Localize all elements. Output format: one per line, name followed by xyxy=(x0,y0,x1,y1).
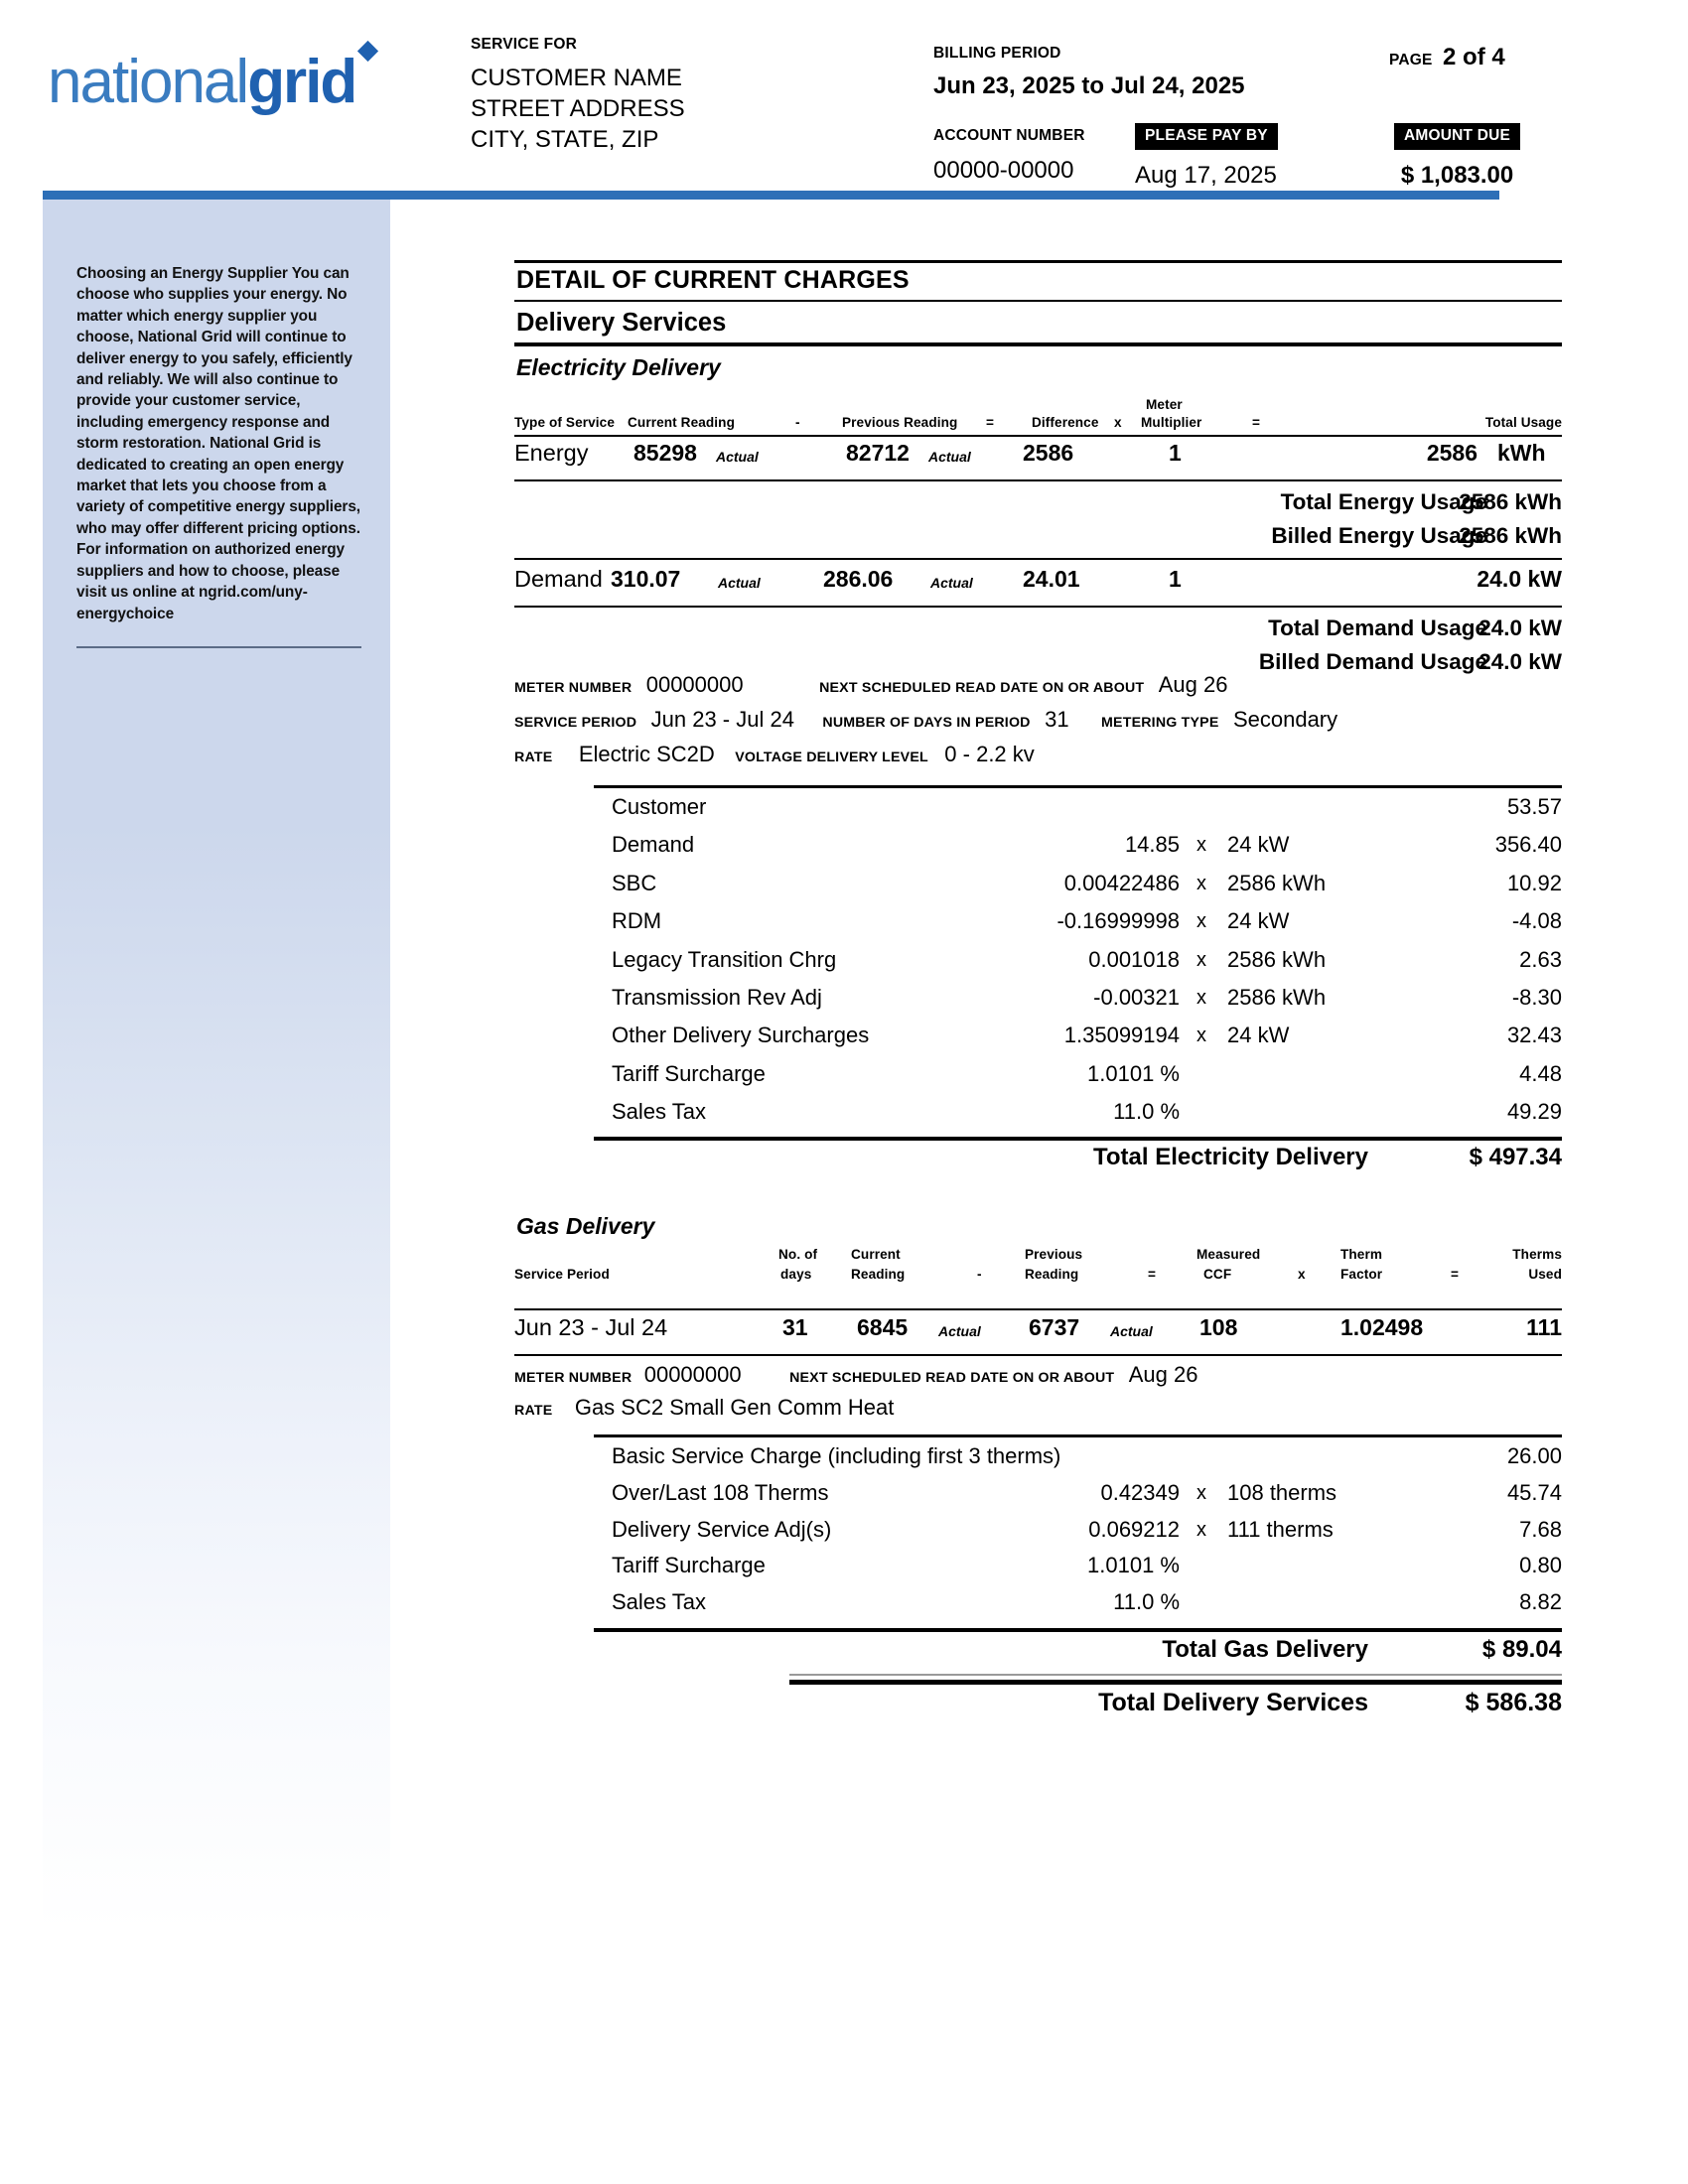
charge-row xyxy=(594,1061,1562,1099)
electric-meter-line xyxy=(514,672,1227,698)
detail-rule-top xyxy=(514,260,1562,263)
charge-row xyxy=(594,985,1562,1023)
charge-rate: 0.42349 xyxy=(1100,1479,1180,1505)
gas-col-ccf-line1: Measured xyxy=(1196,1247,1261,1262)
gas-rate-value: Gas SC2 Small Gen Comm Heat xyxy=(574,1395,895,1420)
demand-difference: 24.01 xyxy=(1023,566,1080,592)
amount-due-block xyxy=(1394,123,1520,190)
charge-amount: 8.82 xyxy=(1519,1589,1562,1615)
charge-amount: 2.63 xyxy=(1519,946,1562,972)
gas-col-used-line2: Used xyxy=(1528,1267,1562,1282)
electric-demand-row-rule xyxy=(514,606,1562,608)
col-total-usage: Total Usage xyxy=(1484,415,1562,430)
charge-rate: 14.85 xyxy=(1124,832,1180,858)
electric-meter-number-value: 00000000 xyxy=(645,672,744,697)
charge-row xyxy=(594,1443,1562,1480)
national-grid-logo xyxy=(48,48,356,116)
energy-supplier-notice xyxy=(76,263,360,624)
total-demand-usage-value: 24.0 kW xyxy=(1478,615,1562,640)
gas-current-note: Actual xyxy=(938,1323,981,1339)
gas-rate-label: RATE xyxy=(514,1403,553,1419)
service-for-label: SERVICE FOR xyxy=(471,36,577,53)
charge-name: Legacy Transition Chrg xyxy=(612,946,837,972)
electric-usage-table xyxy=(514,397,1562,435)
col-type-of-service: Type of Service xyxy=(514,415,615,430)
energy-current-note: Actual xyxy=(716,449,759,465)
detail-rule-bottom xyxy=(514,300,1562,302)
gas-previous-reading: 6737 xyxy=(1029,1314,1080,1340)
grand-total-thin-rule xyxy=(789,1674,1562,1676)
gas-rate-line xyxy=(514,1395,894,1421)
charge-amount: 7.68 xyxy=(1519,1516,1562,1542)
charge-row xyxy=(594,1480,1562,1517)
charge-unit: 2586 kWh xyxy=(1227,870,1327,895)
billed-energy-usage-label: Billed Energy Usage xyxy=(1271,523,1487,548)
energy-difference: 2586 xyxy=(1023,440,1074,466)
total-electricity-delivery-label: Total Electricity Delivery xyxy=(1092,1144,1368,1170)
delivery-services-title: Delivery Services xyxy=(516,309,727,337)
charge-name: Tariff Surcharge xyxy=(612,1060,766,1086)
energy-previous-reading: 82712 xyxy=(846,440,910,466)
charge-rate: 0.069212 xyxy=(1088,1516,1180,1542)
total-demand-usage-label: Total Demand Usage xyxy=(1268,615,1487,640)
charge-rate: -0.00321 xyxy=(1093,984,1180,1010)
total-gas-delivery-label: Total Gas Delivery xyxy=(1162,1636,1368,1663)
total-gas-delivery-value: $ 89.04 xyxy=(1481,1636,1562,1663)
energy-type-label: Energy xyxy=(514,440,589,466)
billed-demand-usage-value: 24.0 kW xyxy=(1478,649,1562,674)
header-blue-rule xyxy=(43,191,1499,200)
energy-supplier-body: You can choose who supplies your energy. No matter which energy supplier you choose, National Grid will continue to deliver energy to you safely, efficiently and reliably. We will also continue to provide your customer service, including emergency response and storm restoration. National Grid is dedicated to creating an open energy market that lets you choose from a variety of competitive energy suppliers, who may offer different pricing options. For information on authorized energy suppliers and how to choose, please visit us online at ngrid.com/uny-energychoice xyxy=(76,265,360,622)
col-times: x xyxy=(1114,415,1122,430)
col-meter-multiplier-line1: Meter xyxy=(1146,397,1183,412)
gas-col-therm-line2: Factor xyxy=(1340,1267,1383,1282)
charge-amount: 4.48 xyxy=(1519,1060,1562,1086)
gas-col-current-line2: Reading xyxy=(851,1267,906,1282)
gas-meter-line xyxy=(514,1362,1197,1388)
col-equals-2: = xyxy=(1252,415,1261,430)
gas-usage-header-rule xyxy=(514,1308,1562,1310)
account-number-value: 00000-00000 xyxy=(933,157,1074,184)
electric-metering-type-label: METERING TYPE xyxy=(1101,715,1219,731)
charge-unit: 24 kW xyxy=(1227,832,1290,858)
charge-amount: 49.29 xyxy=(1506,1099,1562,1125)
account-number-label: ACCOUNT NUMBER xyxy=(933,127,1085,144)
gas-col-times: x xyxy=(1298,1267,1306,1282)
account-number-block xyxy=(933,127,1085,185)
gas-meter-number-value: 00000000 xyxy=(643,1362,742,1387)
gas-previous-note: Actual xyxy=(1110,1323,1153,1339)
charge-times: x xyxy=(1196,1518,1206,1541)
charge-times: x xyxy=(1196,834,1206,857)
demand-multiplier: 1 xyxy=(1169,566,1182,592)
electric-rate-label: RATE xyxy=(514,750,553,765)
delivery-services-rule xyxy=(514,342,1562,346)
charge-row xyxy=(594,1553,1562,1589)
charge-rate: 1.0101 % xyxy=(1087,1553,1180,1578)
electric-next-read-label: NEXT SCHEDULED READ DATE ON OR ABOUT xyxy=(819,680,1145,696)
col-previous-reading: Previous Reading xyxy=(842,415,958,430)
page-value: 2 of 4 xyxy=(1443,44,1505,70)
charge-rate: 0.001018 xyxy=(1088,946,1180,972)
gas-col-ccf-line2: CCF xyxy=(1203,1267,1232,1282)
billing-period-block xyxy=(933,45,1245,100)
charge-times: x xyxy=(1196,872,1206,894)
charge-name: Tariff Surcharge xyxy=(612,1553,766,1578)
charge-name: Transmission Rev Adj xyxy=(612,984,822,1010)
charge-name: SBC xyxy=(612,870,657,895)
electric-next-read-value: Aug 26 xyxy=(1158,672,1228,697)
charge-rate: 11.0 % xyxy=(1113,1099,1180,1125)
gas-therms-used: 111 xyxy=(1526,1314,1562,1340)
charge-name: RDM xyxy=(612,908,662,934)
electric-demand-top-rule xyxy=(514,558,1562,560)
billed-demand-usage-label: Billed Demand Usage xyxy=(1258,649,1487,674)
col-difference: Difference xyxy=(1032,415,1099,430)
charge-name: Basic Service Charge (including first 3 therms) xyxy=(612,1443,1061,1468)
city-state-zip: CITY, STATE, ZIP xyxy=(471,126,659,153)
charge-times: x xyxy=(1196,986,1206,1009)
page-label: PAGE xyxy=(1389,52,1433,68)
gas-col-current-line1: Current xyxy=(851,1247,901,1262)
charge-times: x xyxy=(1196,1481,1206,1504)
gas-charges-table xyxy=(594,1443,1562,1626)
charge-name: Sales Tax xyxy=(612,1099,706,1125)
please-pay-by-value: Aug 17, 2025 xyxy=(1135,162,1277,189)
logo-text-grid: grid xyxy=(247,48,355,116)
charge-name: Over/Last 108 Therms xyxy=(612,1479,829,1505)
charge-amount: 26.00 xyxy=(1506,1443,1562,1468)
charge-name: Other Delivery Surcharges xyxy=(612,1023,870,1048)
demand-previous-reading: 286.06 xyxy=(823,566,894,592)
charge-name: Demand xyxy=(612,832,695,858)
electric-charges-table xyxy=(594,794,1562,1138)
total-energy-usage-label: Total Energy Usage xyxy=(1280,489,1487,514)
energy-previous-note: Actual xyxy=(928,449,971,465)
charge-row xyxy=(594,1589,1562,1626)
demand-current-note: Actual xyxy=(718,575,761,591)
gas-col-used-line1: Therms xyxy=(1512,1247,1562,1262)
charge-row xyxy=(594,1517,1562,1554)
gas-charges-total-rule xyxy=(594,1628,1562,1632)
energy-supplier-heading: Choosing an Energy Supplier xyxy=(76,265,288,282)
electric-service-period-label: SERVICE PERIOD xyxy=(514,715,637,731)
col-equals-1: = xyxy=(986,415,995,430)
energy-total-unit: kWh xyxy=(1497,440,1546,466)
demand-total-usage: 24.0 kW xyxy=(1477,566,1562,592)
billing-period-label: BILLING PERIOD xyxy=(933,45,1061,62)
service-for-block xyxy=(471,36,685,155)
electric-rate-value: Electric SC2D xyxy=(578,742,715,766)
charge-amount: 0.80 xyxy=(1519,1553,1562,1578)
charge-name: Sales Tax xyxy=(612,1589,706,1615)
sidebar-divider xyxy=(76,646,361,648)
charge-rate: 1.35099194 xyxy=(1063,1023,1180,1048)
charge-amount: 32.43 xyxy=(1506,1023,1562,1048)
charge-row xyxy=(594,1023,1562,1060)
gas-meter-number-label: METER NUMBER xyxy=(514,1370,633,1386)
electric-voltage-value: 0 - 2.2 kv xyxy=(944,742,1035,766)
gas-charges-top-rule xyxy=(594,1434,1562,1437)
charge-amount: 10.92 xyxy=(1506,870,1562,895)
total-delivery-services-value: $ 586.38 xyxy=(1465,1689,1562,1716)
electric-days-label: NUMBER OF DAYS IN PERIOD xyxy=(822,715,1031,731)
gas-col-previous-line1: Previous xyxy=(1025,1247,1083,1262)
gas-current-reading: 6845 xyxy=(857,1314,909,1340)
energy-total-usage: 2586 xyxy=(1426,440,1477,466)
charge-unit: 24 kW xyxy=(1227,908,1290,934)
electric-days-value: 31 xyxy=(1045,707,1069,732)
gas-col-equals-1: = xyxy=(1148,1267,1157,1282)
street-address: STREET ADDRESS xyxy=(471,95,685,122)
electricity-delivery-title: Electricity Delivery xyxy=(516,354,721,380)
charge-amount: -4.08 xyxy=(1511,908,1562,934)
charge-unit: 2586 kWh xyxy=(1227,946,1327,972)
electric-meter-number-label: METER NUMBER xyxy=(514,680,633,696)
demand-type-label: Demand xyxy=(514,566,603,592)
charge-amount: 356.40 xyxy=(1494,832,1562,858)
gas-days-value: 31 xyxy=(782,1314,808,1340)
charge-rate: 11.0 % xyxy=(1113,1589,1180,1615)
gas-usage-row-rule xyxy=(514,1354,1562,1356)
amount-due-badge: AMOUNT DUE xyxy=(1394,123,1520,150)
col-minus-sign: - xyxy=(795,415,800,430)
charge-amount: 45.74 xyxy=(1506,1479,1562,1505)
gas-col-days-line2: days xyxy=(780,1267,812,1282)
logo-diamond-icon xyxy=(357,41,378,62)
energy-multiplier: 1 xyxy=(1169,440,1182,466)
charge-unit: 24 kW xyxy=(1227,1023,1290,1048)
amount-due-value: $ 1,083.00 xyxy=(1400,162,1514,189)
gas-usage-header-row xyxy=(514,1247,1562,1287)
col-current-reading: Current Reading xyxy=(628,415,735,430)
charge-rate: -0.16999998 xyxy=(1056,908,1180,934)
logo-text-national: national xyxy=(48,48,248,116)
charge-row xyxy=(594,1099,1562,1137)
electric-rate-line xyxy=(514,742,1035,767)
gas-next-read-label: NEXT SCHEDULED READ DATE ON OR ABOUT xyxy=(789,1370,1115,1386)
electric-voltage-label: VOLTAGE DELIVERY LEVEL xyxy=(735,750,928,765)
customer-name: CUSTOMER NAME xyxy=(471,65,682,91)
gas-col-minus-sign: - xyxy=(977,1267,982,1282)
col-meter-multiplier-line2: Multiplier xyxy=(1141,415,1202,430)
charge-name: Delivery Service Adj(s) xyxy=(612,1516,832,1542)
detail-of-current-charges-title: DETAIL OF CURRENT CHARGES xyxy=(516,266,910,294)
gas-col-equals-2: = xyxy=(1451,1267,1460,1282)
charge-row xyxy=(594,947,1562,985)
total-electricity-delivery-value: $ 497.34 xyxy=(1469,1144,1562,1170)
charge-times: x xyxy=(1196,948,1206,971)
total-energy-usage-value: 2586 kWh xyxy=(1459,489,1562,514)
charge-name: Customer xyxy=(612,794,707,819)
electric-service-period-line xyxy=(514,707,1337,733)
page-indicator xyxy=(1389,44,1505,71)
gas-col-previous-line2: Reading xyxy=(1025,1267,1079,1282)
electric-charges-top-rule xyxy=(594,785,1562,788)
charge-row xyxy=(594,832,1562,870)
charge-amount: -8.30 xyxy=(1511,984,1562,1010)
charge-rate: 0.00422486 xyxy=(1063,870,1180,895)
gas-col-days-line1: No. of xyxy=(778,1247,818,1262)
billed-energy-usage-value: 2586 kWh xyxy=(1459,523,1562,548)
charge-times: x xyxy=(1196,910,1206,933)
charge-unit: 108 therms xyxy=(1227,1479,1337,1505)
charge-row xyxy=(594,794,1562,832)
charge-unit: 111 therms xyxy=(1227,1516,1334,1542)
electric-energy-row-rule xyxy=(514,479,1562,481)
please-pay-by-badge: PLEASE PAY BY xyxy=(1135,123,1278,150)
electric-usage-header-rule xyxy=(514,435,1562,437)
charge-rate: 1.0101 % xyxy=(1087,1060,1180,1086)
charge-times: x xyxy=(1196,1024,1206,1047)
demand-current-reading: 310.07 xyxy=(611,566,681,592)
gas-delivery-title: Gas Delivery xyxy=(516,1213,655,1239)
charge-amount: 53.57 xyxy=(1506,794,1562,819)
electric-metering-type-value: Secondary xyxy=(1232,707,1338,732)
gas-service-period-value: Jun 23 - Jul 24 xyxy=(514,1314,668,1340)
charge-row xyxy=(594,871,1562,908)
gas-col-service-period: Service Period xyxy=(514,1267,610,1282)
demand-previous-note: Actual xyxy=(930,575,973,591)
electric-usage-header-row xyxy=(514,397,1562,435)
total-delivery-services-label: Total Delivery Services xyxy=(1098,1689,1368,1716)
energy-current-reading: 85298 xyxy=(633,440,697,466)
charge-unit: 2586 kWh xyxy=(1227,984,1327,1010)
electric-service-period-value: Jun 23 - Jul 24 xyxy=(650,707,794,732)
gas-next-read-value: Aug 26 xyxy=(1128,1362,1198,1387)
gas-col-therm-line1: Therm xyxy=(1340,1247,1383,1262)
gas-measured-ccf: 108 xyxy=(1199,1314,1238,1340)
electric-charges-total-rule xyxy=(594,1137,1562,1141)
grand-total-rule xyxy=(789,1680,1562,1685)
gas-therm-factor: 1.02498 xyxy=(1340,1314,1424,1340)
billing-period-value: Jun 23, 2025 to Jul 24, 2025 xyxy=(933,72,1245,99)
charge-row xyxy=(594,908,1562,946)
please-pay-by-block xyxy=(1135,123,1278,190)
gas-usage-table xyxy=(514,1247,1562,1287)
